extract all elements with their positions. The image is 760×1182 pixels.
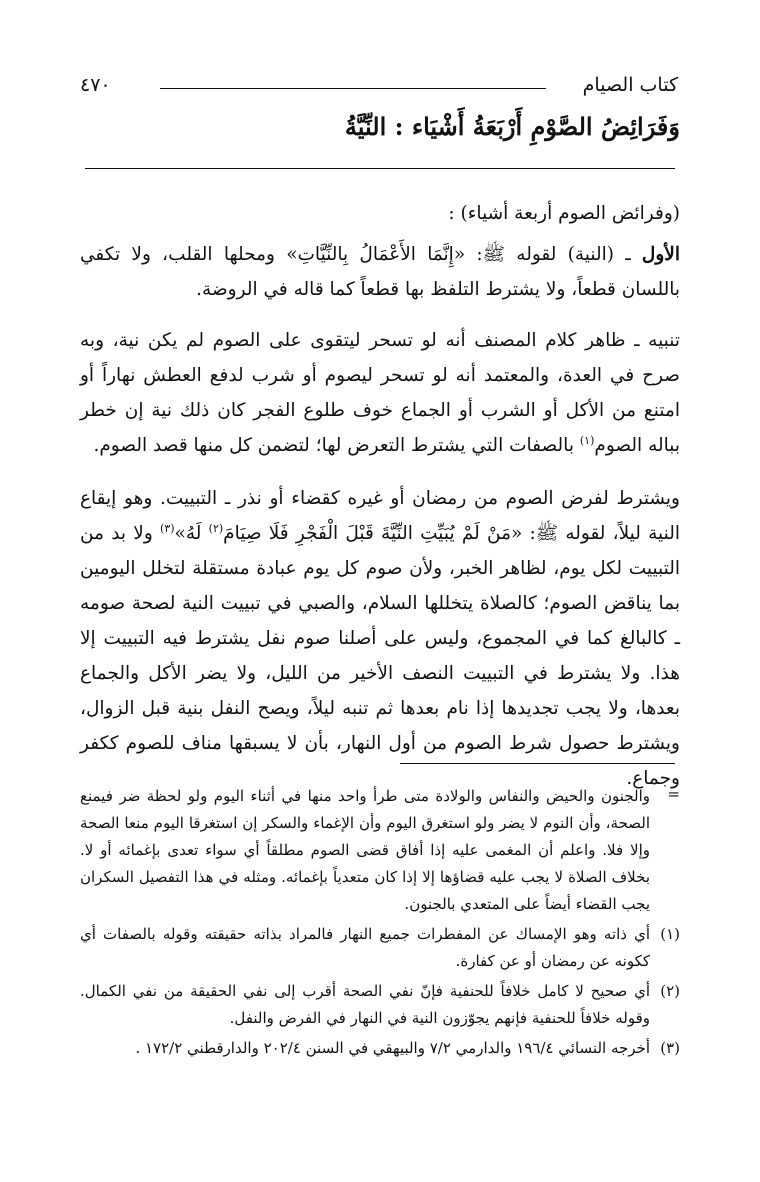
paragraph-tabyit (80, 481, 680, 796)
footnotes (80, 783, 680, 1065)
footnote-3 (80, 1035, 680, 1062)
footnote-mark: = (667, 785, 680, 803)
footnote-mark: (٢) (660, 982, 680, 1000)
paragraph-note (80, 323, 680, 463)
paragraph-text: ولا بد من التبييت لكل يوم، لظاهر الخبر، ولأن صوم كل يوم عبادة مستقلة لتخلل اليومين بما يناقض الصوم؛ كالصلاة يتخللها السلام، والصبي في تبييت النية لصحة صومه ـ كالبالغ كما في المجموع، وليس على أصلنا صوم نفل يشترط فيه التبييت إلا هذا. ولا يشترط في التبييت النصف الأخير من الليل، ولا يضر الأكل والجماع بعدها، ولا يجب تجديدها إذا نام بعدها ثم تنبه ليلاً، ويصح النفل بنية قبل الزوال، ويشترط حصول شرط الصوم من أول النهار، بأن لا يسبقها مناف للصوم ككفر وجماع. (80, 523, 680, 789)
running-header (80, 70, 678, 106)
paragraph-text: لَهُ» (174, 523, 209, 544)
paragraph-text: ويشترط لفرض الصوم من رمضان أو غيره كقضاء أو نذر ـ التبييت. وهو إيقاع النية ليلاً، لقوله ﷺ: «مَنْ لَمْ يُبَيِّتِ النِّيَّةَ قَبْلَ الْفَجْرِ فَلَا صِيَامَ (80, 488, 680, 544)
footnote-ref-3[interactable]: (٣) (160, 521, 175, 535)
footnote-text: أي صحيح لا كامل خلافاً للحنفية فإنّ نفي الصحة أقرب إلى نفي الحقيقة من نفي الكمال. وقوله خلافاً للحنفية فإنهم يجوّزون النية في النهار في الفرض والنفل. (80, 982, 650, 1027)
commentary-body (80, 196, 680, 796)
page-number: ٤٧٠ (80, 74, 111, 96)
matn-divider (85, 168, 675, 169)
book-title: كتاب الصيام (582, 74, 678, 96)
paragraph-text: بالصفات التي يشترط التعرض لها؛ لتضمن كل منها قصد الصوم. (93, 435, 580, 456)
footnote-ref-1[interactable]: (١) (579, 433, 595, 447)
footnote-text: أخرجه النسائي ١٩٦/٤ والدارمي ٧/٢ والبيهقي في السنن ٢٠٢/٤ والدارقطني ١٧٢/٢ . (135, 1039, 650, 1057)
footnote-text: أي ذاته وهو الإمساك عن المفطرات جميع النهار فالمراد بذاته حقيقته وقوله بالصفات أي ككونه عن رمضان أو عن كفارة. (80, 925, 650, 970)
footnote-mark: (٣) (660, 1039, 680, 1057)
footnote-text: والجنون والحيض والنفاس والولادة متى طرأ واحد منها في أثناء اليوم ولو لحظة ضر فيمنع الصحة، وأن النوم لا يضر ولو استغرق اليوم وأن الإغماء والسكر إن استغرقا اليوم منعا الصحة وإلا فلا. واعلم أن المغمى عليه إذا أفاق قضى الصوم مطلقاً أي سواء تعدى بإغمائه أو لا. بخلاف الصلاة لا يجب عليه قضاؤها إلا إذا كان متعدياً بإغمائه. ومثله في هذا التفصيل السكران يجب القضاء أيضاً على المتعدي بالجنون. (80, 787, 650, 913)
header-rule (160, 88, 546, 89)
paragraph-text: ـ (النية) لقوله ﷺ: «إِنَّمَا الأَعْمَالُ بِالنِّيَّاتِ» ومحلها القلب، ولا تكفي باللسان قطعاً، ولا يشترط التلفظ بها قطعاً كما قاله في الروضة. (80, 244, 680, 300)
paragraph-keyword: الأول (641, 244, 680, 265)
footnote-continuation (80, 783, 680, 918)
footnote-1 (80, 921, 680, 975)
paragraph-first-obligation (80, 237, 680, 307)
footnote-mark: (١) (660, 925, 680, 943)
footnote-2 (80, 978, 680, 1032)
footnotes-divider (400, 763, 675, 764)
matn-text: وَفَرَائِضُ الصَّوْمِ أَرْبَعَةُ أَشْيَاء : النِّيَّةُ (344, 112, 680, 141)
footnote-ref-2[interactable]: (٢) (208, 521, 224, 535)
section-lead: (وفرائض الصوم أربعة أشياء) : (448, 203, 680, 224)
paragraph-text: تنبيه ـ ظاهر كلام المصنف أنه لو تسحر ليتقوى على الصوم لم يكن نية، وبه صرح في العدة، والمعتمد أنه لو تسحر ليصوم أو شرب لدفع العطش نهاراً أو امتنع من الأكل أو الشرب أو الجماع خوف طلوع الفجر كان ذلك نية إن خطر بباله الصوم (80, 330, 680, 456)
